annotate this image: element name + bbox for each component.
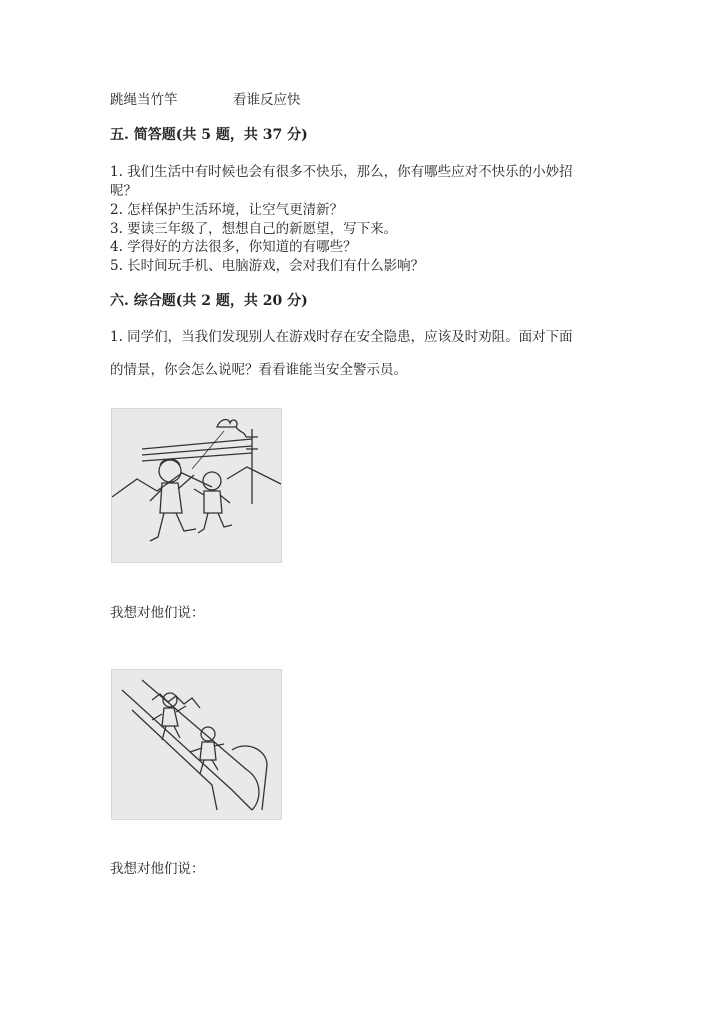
question-1-line-1: 1. 我们生活中有时候也会有很多不快乐，那么，你有哪些应对不快乐的小妙招	[110, 164, 573, 180]
section-6-heading: 六. 综合题(共 2 题，共 20 分)	[110, 293, 308, 309]
game-name-1: 跳绳当竹竿	[110, 92, 178, 108]
comprehensive-question-line-1: 1. 同学们，当我们发现别人在游戏时存在安全隐患，应该及时劝阻。面对下面	[110, 329, 573, 345]
game-name-2: 看谁反应快	[233, 92, 301, 108]
answer-prompt-2: 我想对他们说：	[110, 861, 205, 877]
question-1-line-2: 呢？	[110, 183, 137, 199]
question-2: 2. 怎样保护生活环境，让空气更清新？	[110, 202, 344, 218]
comprehensive-question-line-2: 的情景，你会怎么说呢？看看谁能当安全警示员。	[110, 362, 407, 378]
section-5-heading: 五. 简答题(共 5 题，共 37 分)	[110, 127, 308, 143]
escalator-illustration	[111, 669, 282, 820]
kite-near-power-lines-illustration	[111, 408, 282, 563]
question-4: 4. 学得好的方法很多，你知道的有哪些？	[110, 239, 357, 255]
answer-prompt-1: 我想对他们说：	[110, 605, 205, 621]
question-3: 3. 要读三年级了，想想自己的新愿望，写下来。	[110, 221, 398, 237]
question-5: 5. 长时间玩手机、电脑游戏，会对我们有什么影响？	[110, 258, 425, 274]
